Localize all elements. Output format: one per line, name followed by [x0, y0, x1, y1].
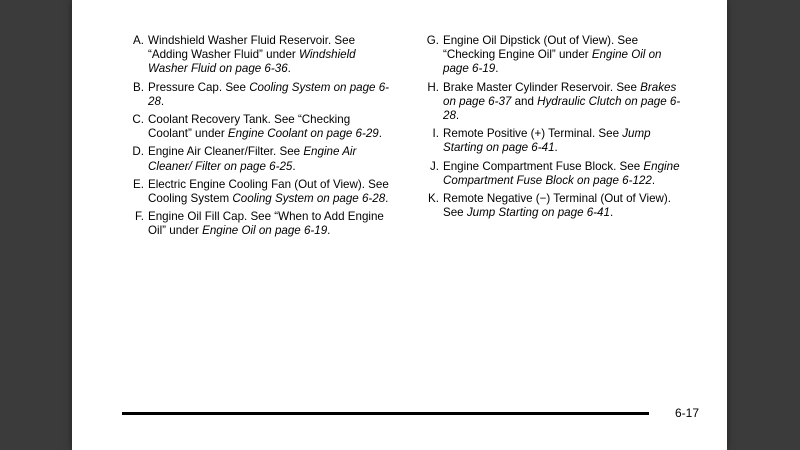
cross-reference: Windshield Washer Fluid on page 6-36 — [148, 48, 356, 76]
item-text-part: . — [160, 94, 165, 108]
item-letter: H. — [427, 80, 439, 94]
item-text-part: Brake Master Cylinder Reservoir. See — [443, 80, 641, 94]
item-letter: C. — [132, 113, 144, 127]
item-text-part: . — [287, 62, 291, 76]
item-text — [443, 81, 689, 124]
item-text — [148, 81, 394, 109]
list-item — [128, 178, 394, 206]
item-letter: D. — [132, 145, 144, 159]
list-item — [128, 34, 394, 77]
item-text-part: . — [651, 173, 656, 187]
item-text-part: Coolant Recovery Tank. See “Checking Coolant” under — [148, 113, 351, 141]
list-item — [128, 210, 394, 238]
right-column — [423, 34, 689, 224]
item-text-part: Engine Oil Dipstick (Out of View). See “Checking Engine Oil” under — [443, 34, 639, 62]
cross-reference: Engine Oil on page 6-19 — [443, 48, 662, 76]
item-letter: B. — [133, 80, 144, 94]
item-text-part: Electric Engine Cooling Fan (Out of View). See Cooling System — [148, 177, 389, 206]
list-item — [423, 192, 689, 220]
list-item — [128, 145, 394, 173]
cross-reference: Jump Starting on page 6-41 — [443, 127, 651, 155]
item-letter: F. — [134, 210, 144, 224]
cross-reference: Cooling System on page 6-28 — [148, 80, 390, 108]
item-text-part: . — [378, 127, 382, 141]
item-text-part: . — [327, 224, 331, 238]
item-text-part: Remote Positive (+) Terminal. See — [443, 127, 623, 141]
item-text — [443, 34, 689, 77]
list-item — [423, 160, 689, 188]
item-text — [443, 160, 689, 188]
item-letter: E. — [133, 177, 144, 191]
item-text-part: . — [292, 159, 296, 173]
item-text-part: . — [455, 109, 460, 123]
cross-reference: Engine Coolant on page 6-29 — [227, 127, 379, 141]
item-letter: A. — [133, 34, 144, 47]
cross-reference: Engine Air Cleaner/ Filter on page 6-25 — [148, 145, 357, 173]
item-text — [148, 178, 394, 206]
item-letter: J. — [429, 159, 439, 173]
item-text — [443, 192, 689, 220]
list-item — [423, 81, 689, 124]
item-text-part: . — [554, 141, 558, 155]
item-text — [148, 210, 394, 238]
item-text — [148, 113, 394, 141]
cross-reference: Brakes on page 6-37 — [443, 80, 677, 108]
cross-reference: Hydraulic Clutch on page 6-28 — [443, 94, 681, 123]
item-text-part: Engine Air Cleaner/Filter. See — [148, 145, 304, 159]
item-text — [148, 145, 394, 173]
item-letter: G. — [426, 34, 439, 47]
item-letter: I. — [432, 127, 439, 141]
item-text-part: Remote Negative (−) Terminal (Out of View). See — [443, 192, 671, 220]
footer-rule — [122, 412, 649, 415]
cross-reference: Cooling System on page 6-28 — [232, 192, 386, 206]
item-letter: K. — [428, 192, 439, 206]
item-text-part: Engine Compartment Fuse Block. See — [443, 159, 644, 173]
list-item — [128, 113, 394, 141]
cross-reference: Jump Starting on page 6-41 — [466, 206, 610, 220]
item-text — [443, 127, 689, 155]
item-text-part: Windshield Washer Fluid Reservoir. See “Adding Washer Fluid” under — [148, 34, 356, 62]
item-text-part: Engine Oil Fill Cap. See “When to Add Engine Oil” under — [148, 210, 384, 238]
list-item — [128, 81, 394, 109]
document-page — [72, 0, 727, 450]
item-text-part: . — [609, 206, 614, 220]
item-text — [148, 34, 394, 77]
left-column — [128, 34, 394, 243]
item-text-part: Pressure Cap. See — [148, 80, 250, 94]
cross-reference: Engine Compartment Fuse Block on page 6-122 — [443, 159, 680, 187]
list-item — [423, 127, 689, 155]
item-text-part: . — [495, 62, 499, 76]
page-number: 6-17 — [675, 406, 700, 420]
item-text-part: and — [511, 94, 538, 108]
list-item — [423, 34, 689, 77]
item-text-part: . — [385, 192, 389, 206]
cross-reference: Engine Oil on page 6-19 — [202, 224, 328, 238]
